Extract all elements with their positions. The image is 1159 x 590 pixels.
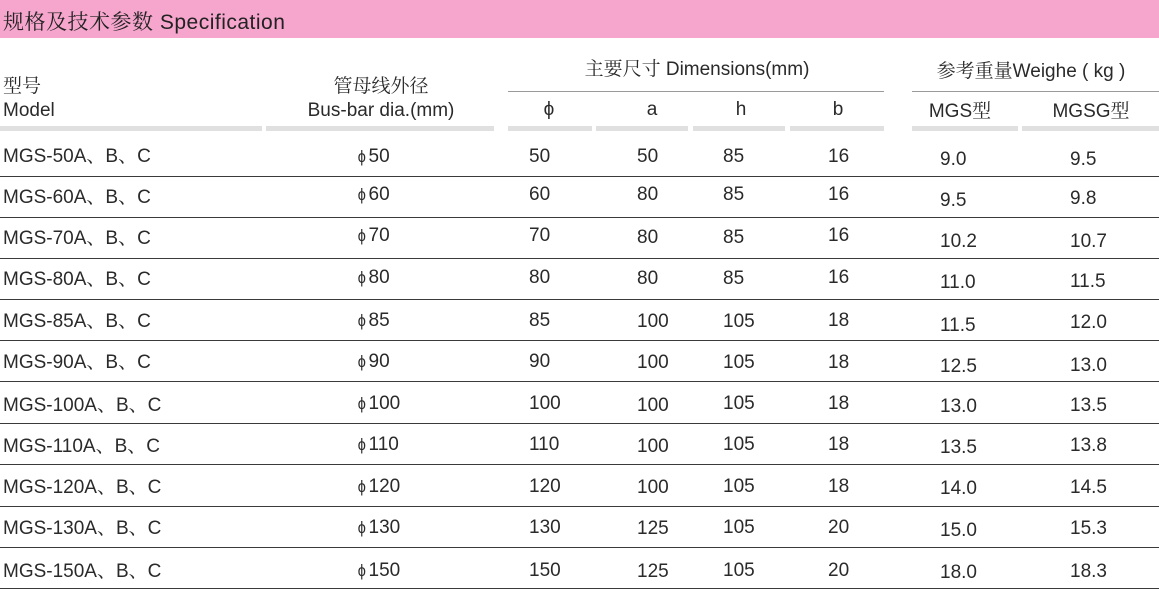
header-weight: 参考重量Weighe ( kg ): [936, 61, 1126, 82]
cell-model: MGS-50A、B、C: [3, 146, 151, 167]
cell-mgs: 18.0: [940, 562, 977, 583]
cell-phi: 130: [529, 517, 561, 538]
phi-symbol: ϕ: [357, 518, 366, 537]
phi-symbol: ϕ: [357, 268, 366, 287]
page-title: 规格及技术参数 Specification: [3, 11, 286, 34]
cell-busbar: [357, 476, 400, 498]
header-dim-a: a: [646, 99, 658, 120]
header-band-busbar: [266, 126, 494, 131]
cell-mgsg: 14.5: [1070, 477, 1107, 498]
cell-mgsg: 9.5: [1070, 149, 1097, 170]
cell-model: MGS-130A、B、C: [3, 518, 162, 539]
cell-busbar-value: 50: [368, 146, 390, 167]
cell-phi: 80: [529, 267, 551, 288]
cell-phi: 110: [529, 434, 560, 455]
cell-phi: 120: [529, 476, 561, 497]
cell-phi: 85: [529, 310, 551, 331]
cell-b: 18: [828, 434, 850, 455]
cell-phi: 150: [529, 560, 561, 581]
cell-mgsg: 9.8: [1070, 188, 1097, 209]
row-divider: [0, 381, 1159, 382]
cell-busbar-value: 120: [368, 476, 401, 497]
header-band-a: [596, 126, 688, 131]
cell-mgs: 13.5: [940, 437, 977, 458]
cell-busbar: [357, 267, 390, 289]
cell-mgsg: 13.5: [1070, 395, 1107, 416]
header-band-model: [0, 126, 262, 131]
cell-model: MGS-120A、B、C: [3, 477, 162, 498]
phi-symbol: ϕ: [357, 147, 366, 166]
cell-mgs: 9.5: [940, 190, 967, 211]
header-busbar-en: Bus-bar dia.(mm): [307, 100, 455, 121]
phi-symbol: ϕ: [357, 561, 366, 580]
cell-model: MGS-90A、B、C: [3, 352, 151, 373]
row-divider: [0, 588, 1159, 589]
cell-h: 105: [723, 352, 755, 373]
cell-h: 85: [723, 184, 745, 205]
cell-busbar: [357, 434, 399, 456]
cell-mgsg: 13.0: [1070, 355, 1107, 376]
cell-model: MGS-80A、B、C: [3, 269, 151, 290]
cell-h: 105: [723, 434, 755, 455]
header-dimensions: 主要尺寸 Dimensions(mm): [584, 59, 810, 80]
header-busbar-zh: 管母线外径: [333, 76, 429, 97]
header-model-en: Model: [3, 100, 55, 121]
cell-h: 105: [723, 517, 755, 538]
phi-symbol: ϕ: [357, 185, 366, 204]
cell-busbar-value: 60: [368, 184, 390, 205]
cell-busbar: [357, 310, 390, 332]
phi-symbol: ϕ: [357, 435, 366, 454]
cell-mgsg: 11.5: [1070, 271, 1106, 292]
cell-a: 80: [637, 268, 659, 289]
cell-phi: 100: [529, 393, 561, 414]
header-weight-mgsg: MGSG型: [1052, 101, 1130, 122]
cell-mgsg: 15.3: [1070, 518, 1107, 539]
cell-busbar-value: 100: [368, 393, 401, 414]
header-band-mgs: [912, 126, 1018, 131]
cell-h: 85: [723, 146, 745, 167]
header-dim-phi: ϕ: [543, 99, 555, 120]
header-band-mgsg: [1022, 126, 1159, 131]
header-dimensions-rule: [508, 91, 884, 92]
cell-busbar: [357, 146, 390, 168]
cell-a: 80: [637, 227, 659, 248]
header-weight-rule: [912, 91, 1159, 92]
cell-b: 20: [828, 517, 850, 538]
row-divider: [0, 464, 1159, 465]
header-model-zh: 型号: [3, 76, 42, 97]
cell-phi: 70: [529, 225, 551, 246]
header-band-b: [790, 126, 884, 131]
cell-a: 50: [637, 146, 659, 167]
cell-busbar: [357, 517, 400, 539]
cell-mgsg: 18.3: [1070, 561, 1107, 582]
phi-symbol: ϕ: [357, 394, 366, 413]
cell-busbar: [357, 184, 390, 206]
cell-mgs: 14.0: [940, 478, 977, 499]
table-row: [0, 136, 1159, 177]
table-row: [0, 341, 1159, 382]
table-row: [0, 177, 1159, 218]
table-row: [0, 300, 1159, 341]
cell-b: 16: [828, 146, 850, 167]
cell-mgs: 13.0: [940, 396, 977, 417]
cell-busbar: [357, 560, 400, 582]
cell-busbar-value: 80: [368, 267, 390, 288]
cell-a: 100: [637, 477, 669, 498]
cell-a: 100: [637, 436, 669, 457]
cell-mgs: 12.5: [940, 356, 977, 377]
cell-mgs: 10.2: [940, 231, 977, 252]
cell-b: 18: [828, 352, 850, 373]
cell-model: MGS-100A、B、C: [3, 395, 162, 416]
cell-mgs: 11.5: [940, 315, 976, 336]
header-dim-b: b: [832, 99, 844, 120]
phi-symbol: ϕ: [357, 226, 366, 245]
cell-model: MGS-110A、B、C: [3, 436, 160, 457]
cell-busbar-value: 85: [368, 310, 390, 331]
table-row: [0, 383, 1159, 424]
cell-b: 18: [828, 310, 850, 331]
phi-symbol: ϕ: [357, 352, 366, 371]
cell-b: 16: [828, 225, 850, 246]
table-row: [0, 218, 1159, 259]
cell-phi: 60: [529, 184, 551, 205]
cell-model: MGS-85A、B、C: [3, 311, 151, 332]
header-band-phi: [508, 126, 592, 131]
cell-b: 18: [828, 393, 850, 414]
table-row: [0, 259, 1159, 300]
cell-mgs: 11.0: [940, 272, 976, 293]
table-row: [0, 466, 1159, 507]
cell-mgsg: 13.8: [1070, 435, 1107, 456]
cell-a: 125: [637, 561, 669, 582]
cell-a: 80: [637, 184, 659, 205]
cell-busbar-value: 70: [368, 225, 390, 246]
header-weight-mgs: MGS型: [928, 101, 992, 122]
cell-h: 105: [723, 393, 755, 414]
cell-h: 85: [723, 227, 745, 248]
cell-h: 85: [723, 268, 745, 289]
cell-busbar: [357, 351, 390, 373]
cell-h: 105: [723, 311, 755, 332]
header-band-h: [693, 126, 785, 131]
cell-model: MGS-60A、B、C: [3, 187, 151, 208]
cell-h: 105: [723, 476, 755, 497]
cell-busbar-value: 110: [368, 434, 399, 455]
cell-mgsg: 10.7: [1070, 231, 1107, 252]
table-row: [0, 548, 1159, 589]
table-row: [0, 507, 1159, 548]
phi-symbol: ϕ: [357, 477, 366, 496]
cell-phi: 90: [529, 351, 551, 372]
cell-a: 100: [637, 311, 669, 332]
phi-symbol: ϕ: [357, 311, 366, 330]
cell-b: 20: [828, 560, 850, 581]
cell-model: MGS-150A、B、C: [3, 561, 162, 582]
cell-phi: 50: [529, 146, 551, 167]
cell-b: 18: [828, 476, 850, 497]
cell-mgsg: 12.0: [1070, 312, 1107, 333]
cell-a: 125: [637, 518, 669, 539]
header-dim-h: h: [735, 99, 747, 120]
cell-mgs: 9.0: [940, 149, 967, 170]
title-bar: [0, 0, 1159, 38]
cell-busbar-value: 150: [368, 560, 401, 581]
cell-busbar-value: 90: [368, 351, 390, 372]
cell-mgs: 15.0: [940, 520, 977, 541]
cell-busbar: [357, 393, 400, 415]
table-row: [0, 424, 1159, 465]
cell-b: 16: [828, 184, 850, 205]
cell-a: 100: [637, 352, 669, 373]
cell-busbar: [357, 225, 390, 247]
cell-h: 105: [723, 560, 755, 581]
cell-b: 16: [828, 267, 850, 288]
cell-model: MGS-70A、B、C: [3, 228, 151, 249]
cell-busbar-value: 130: [368, 517, 401, 538]
cell-a: 100: [637, 395, 669, 416]
